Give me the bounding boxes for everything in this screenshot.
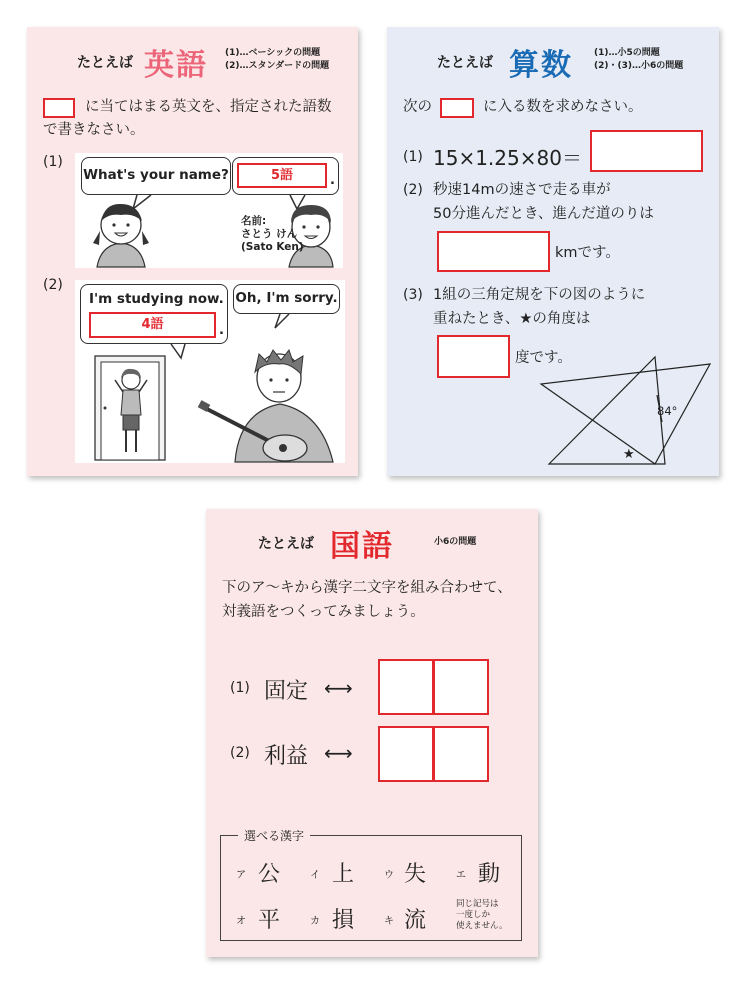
choices-title: 選べる漢字 — [238, 827, 310, 844]
math-q1-answer-box[interactable] — [590, 130, 703, 172]
choice-kanji-u: 失 — [404, 862, 427, 887]
english-q2-number: (2) — [43, 277, 63, 293]
english-q2-illustration — [75, 280, 345, 463]
math-q2-answer-box[interactable] — [437, 231, 550, 272]
choices-footnote-2: 一度しか — [456, 910, 491, 920]
choices-footnote-1: 同じ記号は — [456, 899, 499, 909]
math-note-1: (1)…小5の問題 — [594, 48, 660, 58]
english-subject-title: 英語 — [144, 48, 208, 83]
math-q3-answer-box[interactable] — [437, 335, 510, 378]
q1-name-label: 名前: — [241, 215, 267, 227]
math-subject-title: 算数 — [509, 48, 573, 83]
q1-answer-box-2[interactable] — [433, 659, 489, 715]
math-q3-line2: 重ねたとき、★の角度は — [433, 311, 591, 327]
math-q2-line1: 秒速14mの速さで走る車が — [433, 182, 611, 198]
japanese-note: 小6の問題 — [434, 537, 477, 547]
q1-name-japanese: さとう けん — [241, 228, 298, 240]
instruction-blank-box — [43, 98, 75, 118]
english-q1-illustration — [75, 153, 343, 268]
q2-bubble-text: I'm studying now. — [89, 291, 224, 307]
japanese-q1-number: (1) — [230, 680, 250, 696]
q1-arrow-icon: ⟷ — [324, 676, 353, 700]
q1-name-english: (Sato Ken) — [241, 241, 304, 253]
japanese-q2-number: (2) — [230, 745, 250, 761]
math-q2-line2: 50分進んだとき、進んだ道のりは — [433, 206, 654, 222]
q2-answer-box-1[interactable] — [378, 726, 434, 782]
choice-kanji-e: 動 — [478, 862, 501, 887]
choice-kanji-i: 上 — [332, 862, 355, 887]
japanese-instruction-2: 対義語をつくってみましょう。 — [222, 604, 425, 620]
math-q2-number: (2) — [403, 182, 423, 198]
choice-kanji-o: 平 — [258, 908, 281, 933]
japanese-prefix: たとえば — [258, 536, 314, 552]
math-q1-expression: 15×1.25×80＝ — [433, 146, 582, 170]
q1-period: . — [330, 173, 335, 188]
choice-kana-ki: キ — [384, 916, 394, 927]
math-card — [387, 27, 719, 476]
math-note-2: (2)・(3)…小6の問題 — [594, 61, 684, 71]
english-prefix: たとえば — [77, 55, 133, 71]
math-q1-number: (1) — [403, 149, 423, 165]
ruler-triangle-2 — [549, 357, 665, 464]
triangle-rulers-diagram — [527, 354, 715, 469]
english-note-2: (2)…スタンダードの問題 — [225, 61, 330, 71]
choice-kana-i: イ — [310, 870, 320, 881]
girl-icon — [93, 204, 149, 267]
q1-bubble-text: What's your name? — [83, 167, 229, 183]
japanese-q2-word: 利益 — [264, 744, 309, 769]
angle-label: 84° — [657, 404, 678, 418]
math-q2-unit: kmです。 — [555, 245, 620, 261]
english-instruction-1: に当てはまる英文を、指定された語数 — [85, 99, 332, 115]
japanese-card — [206, 509, 538, 957]
q2-reply-text: Oh, I'm sorry. — [235, 290, 338, 306]
q2-scene-drawing — [75, 280, 345, 463]
q2-arrow-icon: ⟷ — [324, 741, 353, 765]
math-instruction-blank-box — [440, 98, 474, 118]
math-q3-unit: 度です。 — [515, 350, 572, 366]
english-instruction-2: で書きなさい。 — [43, 122, 145, 138]
math-q3-line1: 1組の三角定規を下の図のように — [433, 287, 646, 303]
choice-kana-u: ウ — [384, 870, 394, 881]
choice-kanji-a: 公 — [258, 862, 281, 887]
star-marker: ★ — [623, 447, 635, 462]
q2-answer-hint: 4語 — [141, 317, 164, 332]
choice-kana-o: オ — [236, 916, 246, 927]
math-q3-number: (3) — [403, 287, 423, 303]
japanese-instruction-1: 下のア～キから漢字二文字を組み合わせて、 — [222, 580, 512, 596]
english-note-1: (1)…ベーシックの問題 — [225, 48, 321, 58]
q1-answer-box-1[interactable] — [378, 659, 434, 715]
math-instruction-post: に入る数を求めなさい。 — [483, 99, 643, 115]
choice-kana-e: エ — [456, 870, 466, 881]
japanese-subject-title: 国語 — [330, 529, 394, 564]
english-q1-number: (1) — [43, 154, 63, 170]
guitar-boy-icon — [198, 350, 333, 462]
choice-kanji-ka: 損 — [332, 908, 355, 933]
choices-footnote-3: 使えません。 — [456, 921, 508, 931]
english-card — [27, 27, 358, 476]
math-instruction-pre: 次の — [403, 99, 432, 115]
choice-kana-a: ア — [236, 870, 246, 881]
math-prefix: たとえば — [437, 55, 493, 71]
japanese-q1-word: 固定 — [264, 679, 309, 704]
choice-kana-ka: カ — [310, 916, 320, 927]
choice-kanji-ki: 流 — [404, 908, 427, 933]
q2-period: . — [219, 323, 224, 338]
q2-answer-box-2[interactable] — [433, 726, 489, 782]
q1-answer-hint: 5語 — [270, 168, 294, 183]
